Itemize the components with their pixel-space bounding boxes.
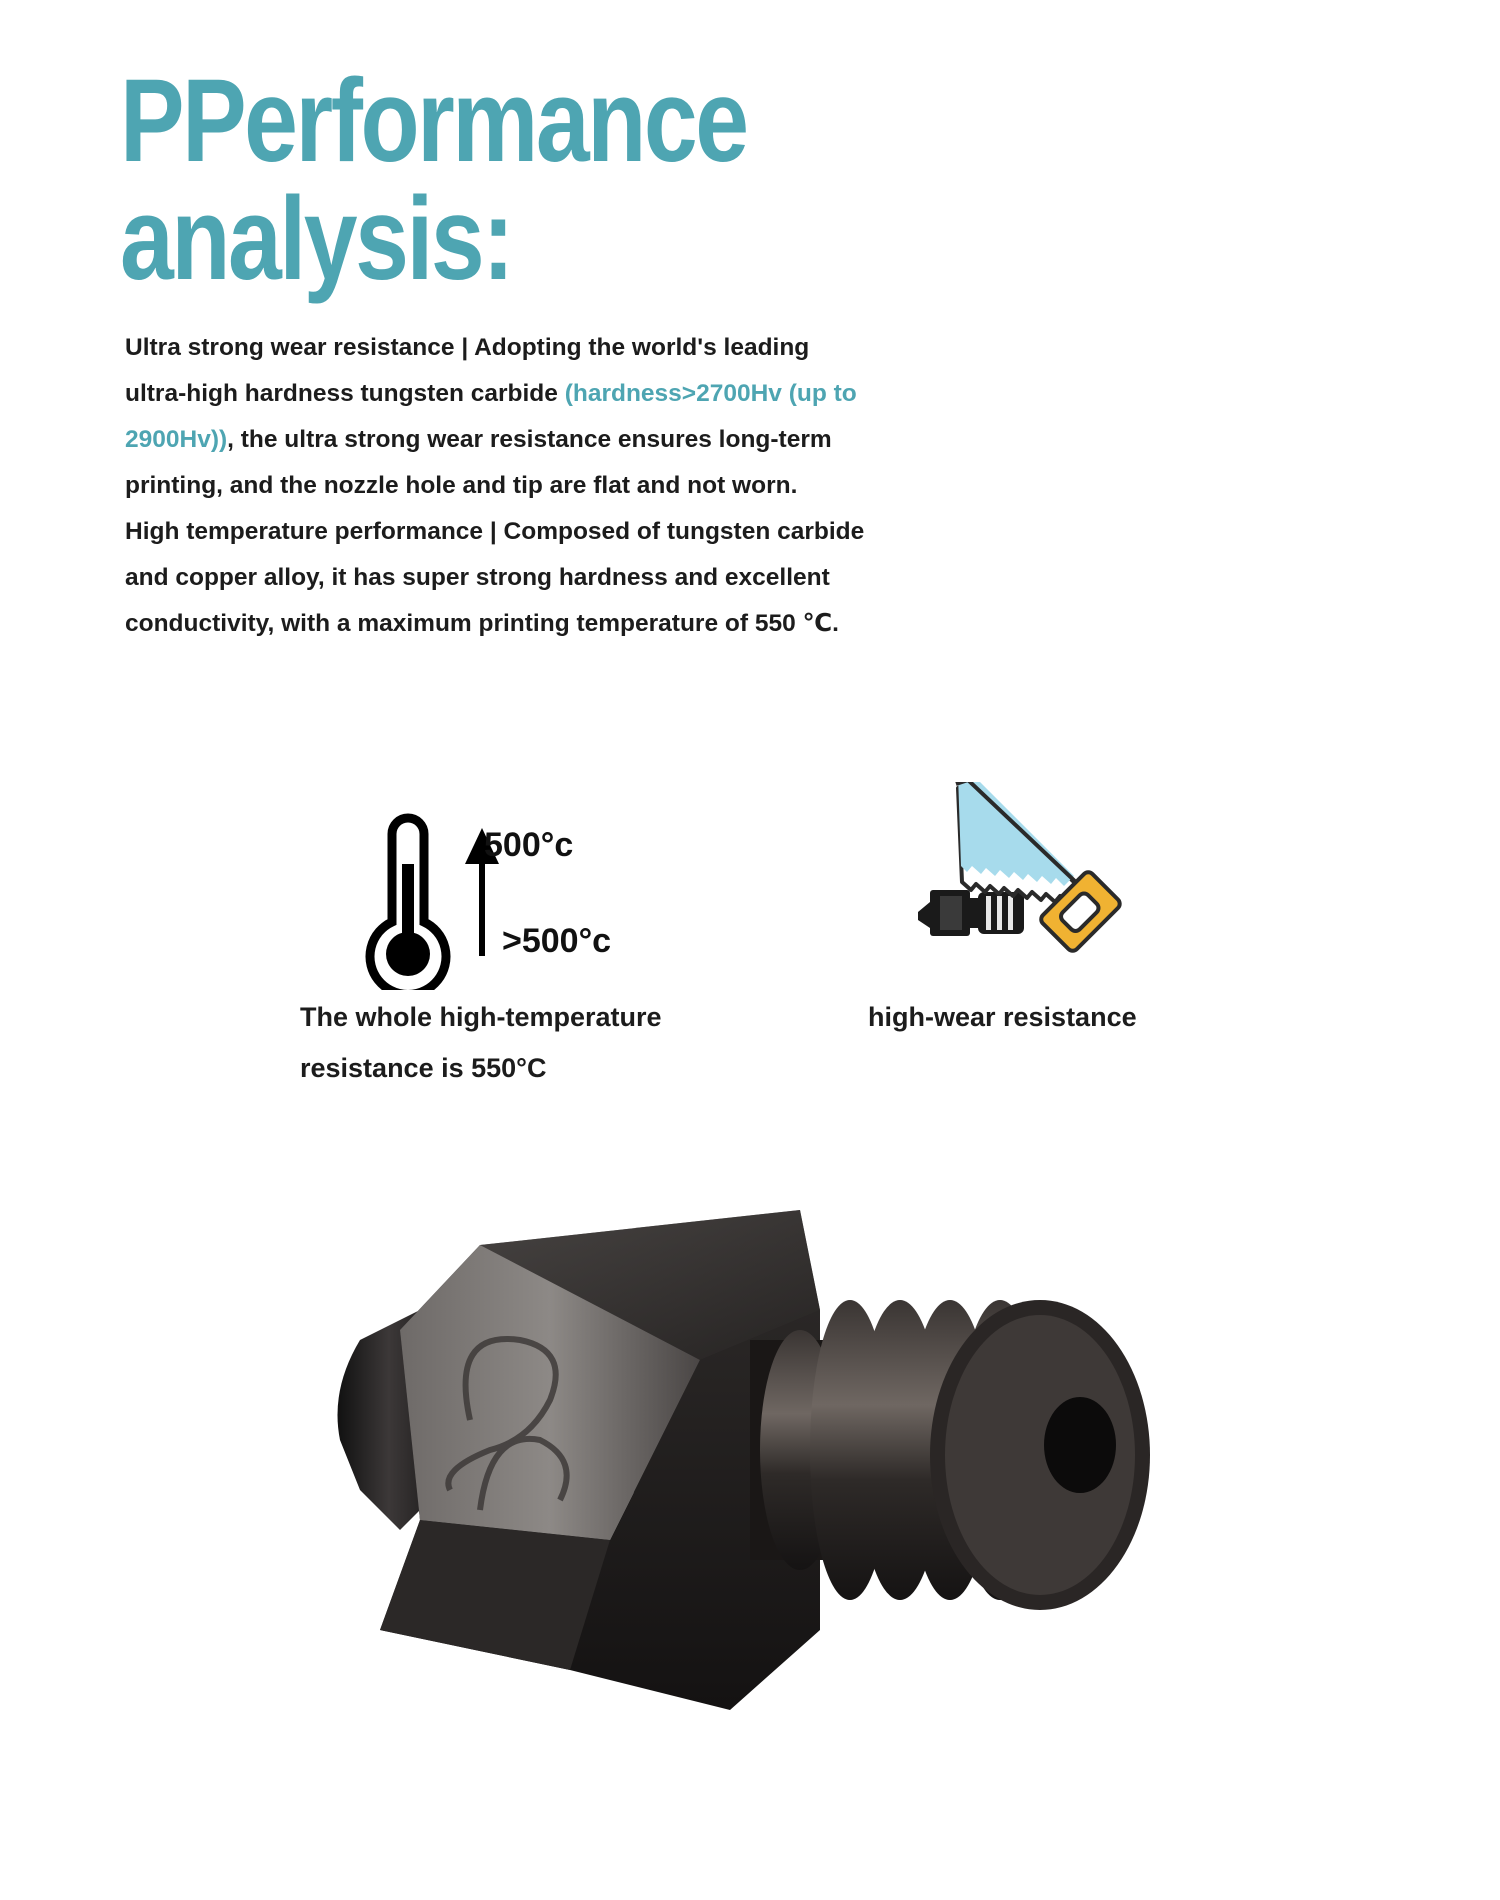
temp-top-value: 500°c: [484, 826, 574, 864]
description-paragraph-wear: [125, 325, 865, 509]
description-text: , the ultra strong wear resistance ensures long-term printing, and the nozzle hole and tip are flat and not worn.: [125, 426, 832, 499]
hardness-highlight: (hardness>2700Hv (up to 2900Hv)): [125, 380, 857, 453]
description-text: Ultra strong wear resistance | Adopting the world's leading ultra-high hardness tungsten carbide: [125, 334, 810, 407]
thermometer-icon: [362, 806, 454, 990]
nozzle-product-image: [320, 1190, 1170, 1750]
page-title: [120, 55, 747, 305]
title-line-2: analysis:: [120, 173, 513, 305]
temperature-label-line-1: The whole high-temperature: [300, 1002, 662, 1032]
description: [125, 325, 865, 647]
wear-feature-label: high-wear resistance: [868, 1002, 1137, 1032]
temperature-label-line-2: resistance is 550°C: [300, 1053, 547, 1083]
title-line-1: PPerformance: [120, 55, 747, 187]
saw-cutting-nozzle-icon: [910, 782, 1140, 982]
temperature-feature-label: [300, 992, 662, 1094]
description-paragraph-temperature: High temperature performance | Composed of tungsten carbide and copper alloy, it has super strong hardness and excellent conductivity, with a maximum printing temperature of 550 ℃.: [125, 518, 865, 637]
temp-bottom-value: >500°c: [502, 922, 612, 960]
